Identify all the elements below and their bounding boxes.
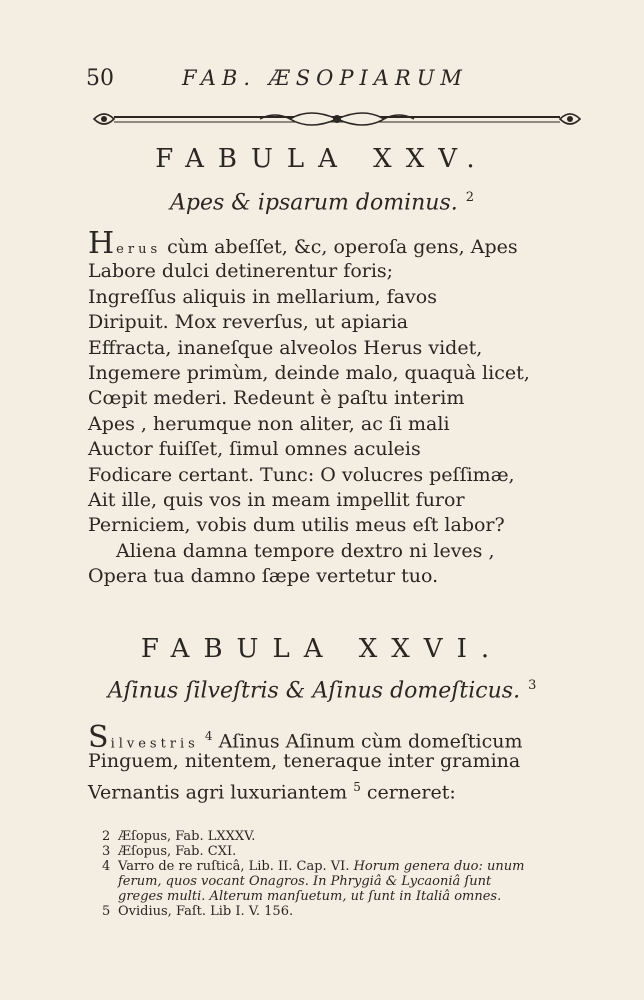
verse-line: Pinguem, nitentem, teneraque inter gramina bbox=[88, 750, 521, 773]
small-caps-word: erus bbox=[116, 242, 162, 257]
verse-line bbox=[88, 226, 588, 261]
fable-26-subtitle-text: Aſinus ſilveſtris & Aſinus domeſticus. bbox=[107, 678, 521, 704]
line3-text-a: Vernantis agri luxuriantem bbox=[88, 781, 348, 804]
verse-line: Ait ille, quis vos in meam impellit furor bbox=[88, 488, 465, 511]
footnote-4-line-2: ferum, quos vocant Onagros. In Phrygiâ & Lycaoniâ ſunt bbox=[118, 874, 492, 889]
fable-25-subtitle bbox=[0, 190, 644, 215]
verse-line: Apes , herumque non aliter, ac ſi mali bbox=[88, 412, 450, 435]
verse-line: Fodicare certant. Tunc: O volucres peſſimæ, bbox=[88, 463, 515, 486]
verse-line: Auctor fuiſſet, ſimul omnes aculeis bbox=[88, 438, 421, 461]
verse-line: Labore dulci detinerentur foris; bbox=[88, 260, 394, 283]
note-ref-5: 5 bbox=[353, 779, 361, 794]
footnote-text: Varro de re ruſticâ, Lib. II. Cap. VI. bbox=[118, 859, 350, 874]
small-caps-word: ilvestris bbox=[110, 736, 199, 752]
page-number: 50 bbox=[86, 66, 114, 91]
running-title: FAB. ÆSOPIARUM bbox=[182, 66, 468, 90]
moral-line: Aliena damna tempore dextro ni leves , bbox=[116, 539, 495, 562]
verse-line bbox=[88, 720, 588, 756]
footnote-number: 3 bbox=[102, 844, 111, 859]
fable-26-subtitle bbox=[0, 678, 644, 703]
footnote-number: 2 bbox=[102, 829, 111, 844]
footnote-text: Ovidius, Faſt. Lib I. V. 156. bbox=[118, 904, 294, 919]
first-line-text: Aſinus Aſinum cùm domeſticum bbox=[212, 730, 523, 753]
footnote-text: Æſopus, Fab. LXXXV. bbox=[118, 829, 256, 844]
footnote-2 bbox=[102, 829, 602, 844]
verse-line: Diripuit. Mox reverſus, ut apiaria bbox=[88, 311, 409, 334]
verse-line: Ingreſſus aliquis in mellarium, favos bbox=[88, 285, 437, 308]
footnote-5 bbox=[102, 904, 602, 919]
verse-line: Cœpit mederi. Redeunt è paſtu interim bbox=[88, 387, 465, 410]
footnotes bbox=[102, 829, 602, 919]
line3-text-b: cerneret: bbox=[360, 781, 456, 804]
dropcap-s: S bbox=[88, 720, 109, 756]
footnote-3 bbox=[102, 844, 602, 859]
fable-25-title: FABULA XXV. bbox=[155, 144, 489, 174]
first-line-text: cùm abeſſet, &c, operoſa gens, Apes bbox=[161, 236, 518, 258]
footnote-4-line-3: greges multi. Alterum manſuetum, ut ſunt in Italiâ omnes. bbox=[118, 889, 502, 904]
fable-26-title: FABULA XXVI. bbox=[140, 634, 504, 664]
footnote-number: 5 bbox=[102, 904, 111, 919]
fable-25-verse bbox=[88, 226, 588, 589]
footnote-italic: Horum genera duo: unum bbox=[353, 859, 525, 874]
verse-line: Effracta, inaneſque alveolos Herus videt, bbox=[88, 336, 483, 359]
verse-line: Perniciem, vobis dum utilis meus eſt labor? bbox=[88, 514, 505, 537]
footnote-text: Æſopus, Fab. CXI. bbox=[118, 844, 237, 859]
running-head bbox=[86, 66, 586, 96]
note-ref-4: 4 bbox=[204, 729, 213, 743]
footnote-number: 4 bbox=[102, 859, 111, 874]
verse-line: Ingemere primùm, deinde malo, quaquà licet, bbox=[88, 361, 530, 384]
moral-line: Opera tua damno ſæpe vertetur tuo. bbox=[88, 565, 439, 588]
footnote-4 bbox=[102, 859, 602, 874]
dropcap-h: H bbox=[88, 226, 115, 261]
verse-line bbox=[88, 775, 588, 804]
fable-25-subtitle-text: Apes & ipsarum dominus. bbox=[169, 190, 458, 216]
fable-26-verse bbox=[88, 720, 588, 804]
note-ref-3: 3 bbox=[528, 678, 537, 693]
note-ref-2: 2 bbox=[465, 190, 475, 205]
ornament-rule bbox=[90, 105, 584, 135]
